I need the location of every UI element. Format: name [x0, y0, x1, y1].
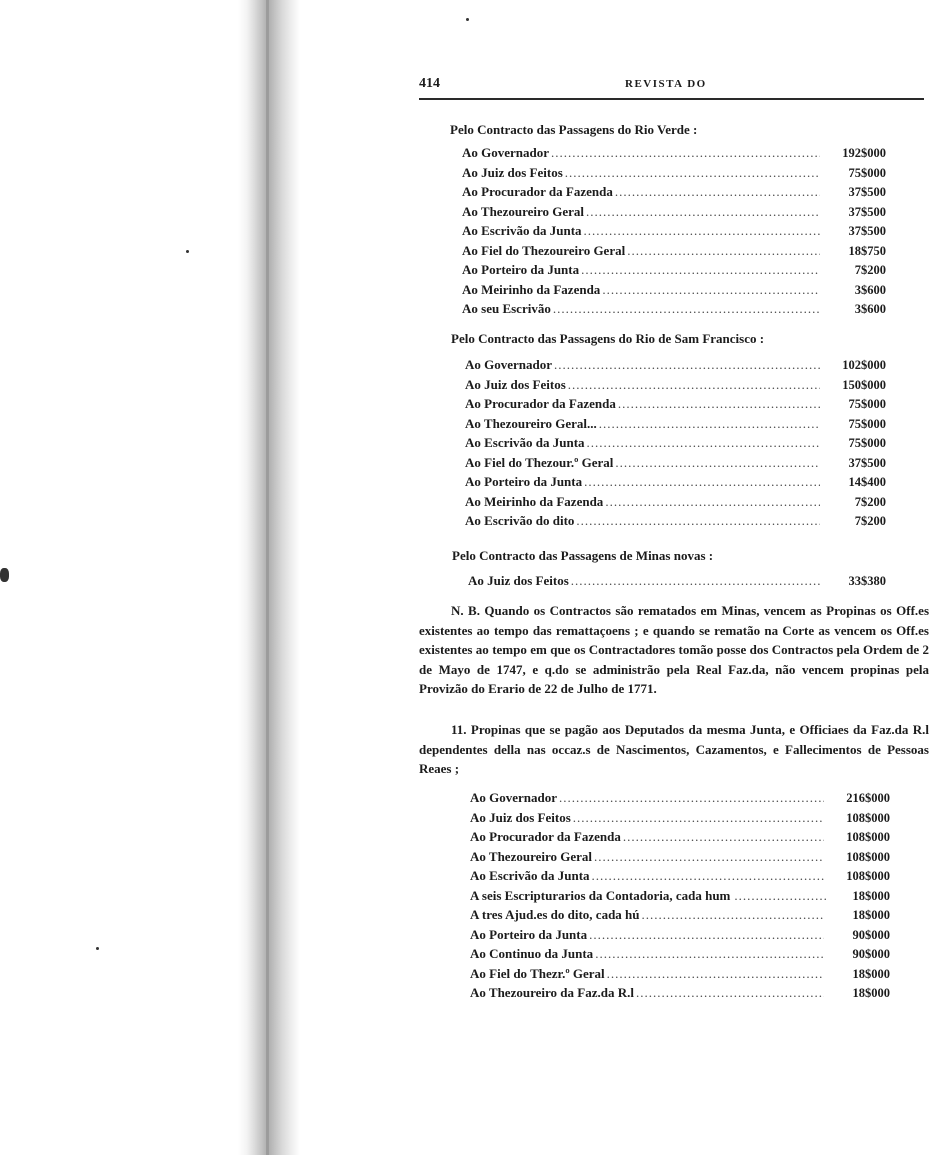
- item-label: Ao Porteiro da Junta: [470, 926, 588, 942]
- leader-dots: [636, 985, 824, 1001]
- item-amount: 192$000: [842, 146, 886, 160]
- item-label: Ao Meirinho da Fazenda: [462, 281, 601, 297]
- leader-dots: [565, 165, 820, 181]
- section-heading-sam-francisco: Pelo Contracto das Passagens do Rio de Sam Francisco :: [451, 331, 765, 346]
- leader-dots: [553, 301, 820, 317]
- list-item: [465, 494, 886, 514]
- item-amount: 3$600: [854, 282, 886, 297]
- leader-dots: [607, 966, 824, 982]
- item-label: Ao Governador: [465, 357, 553, 372]
- leader-dots: [551, 145, 820, 161]
- leader-dots: [734, 888, 826, 904]
- item-label: Ao Continuo da Junta: [470, 946, 594, 961]
- item-amount: 18$000: [852, 908, 890, 922]
- item-amount: 102$000: [842, 358, 886, 372]
- item-amount: 7$200: [854, 263, 886, 277]
- leader-dots: [615, 184, 820, 200]
- list-item: [470, 888, 890, 908]
- list-item: [462, 204, 886, 224]
- leader-dots: [586, 204, 820, 220]
- item-label: Ao Governador: [470, 790, 558, 805]
- item-label: Ao Escrivão da Junta: [470, 868, 590, 883]
- paper-speck: [0, 568, 9, 582]
- item-amount: 90$000: [852, 947, 890, 961]
- list-item: [462, 262, 886, 282]
- book-gutter-shadow: [238, 0, 300, 1155]
- item-label: A tres Ajud.es do dito, cada hú: [470, 907, 640, 922]
- list-propinas-reaes: [470, 790, 890, 1005]
- leader-dots: [589, 927, 824, 943]
- leader-dots: [554, 357, 820, 373]
- list-item: [470, 829, 890, 849]
- item-amount: 108$000: [846, 869, 890, 883]
- item-label: Ao Fiel do Thezour.º Geral: [465, 454, 614, 470]
- item-label: Ao Thezoureiro Geral...: [465, 415, 597, 431]
- leader-dots: [615, 455, 820, 471]
- item-label: Ao Thezoureiro da Faz.da R.l: [470, 985, 634, 1000]
- item-amount: 18$000: [852, 986, 890, 1000]
- leader-dots: [568, 377, 820, 393]
- leader-dots: [576, 513, 820, 529]
- list-item: [470, 966, 890, 986]
- item-label: Ao Governador: [462, 145, 550, 160]
- leader-dots: [594, 849, 824, 865]
- paper-speck: [466, 18, 469, 21]
- item-amount: 37$500: [848, 224, 886, 238]
- item-amount: 37$500: [848, 455, 886, 470]
- list-item: [470, 810, 890, 830]
- book-gutter-crease: [266, 0, 269, 1155]
- item-amount: 7$200: [854, 494, 886, 509]
- note-paragraph: [419, 601, 929, 699]
- item-amount: 90$000: [852, 927, 890, 942]
- leader-dots: [573, 810, 824, 826]
- item-amount: 18$750: [848, 243, 886, 258]
- leader-dots: [584, 474, 820, 490]
- item-amount: 108$000: [846, 830, 890, 844]
- item-label: Ao Juiz dos Feitos: [470, 809, 571, 825]
- item-amount: 3$600: [854, 302, 886, 316]
- item-label: A seis Escripturarios da Contadoria, cada hum: [470, 887, 731, 903]
- leader-dots: [623, 829, 824, 845]
- list-item: [465, 377, 886, 397]
- list-item: [470, 849, 890, 869]
- item-amount: 37$500: [848, 185, 886, 199]
- list-item: [465, 513, 886, 533]
- item-label: Ao seu Escrivão: [462, 301, 551, 316]
- list-item: [465, 474, 886, 494]
- list-item: [465, 435, 886, 455]
- list-item: [462, 145, 886, 165]
- list-item: [462, 184, 886, 204]
- paragraph-11: 11. Propinas que se pagão aos Deputados da mesma Junta, e Officiaes da Faz.da R.l dependentes della nas occaz.s de Nascimentos, Cazamentos, e Fallecimentos de Pessoas Reaes ;: [419, 722, 929, 776]
- item-amount: 75$000: [848, 397, 886, 411]
- item-label: Ao Fiel do Thezr.º Geral: [470, 965, 605, 981]
- list-item: [462, 165, 886, 185]
- list-item: [470, 927, 890, 947]
- item-amount: 18$000: [852, 966, 890, 981]
- item-amount: 18$000: [852, 888, 890, 903]
- list-item: [462, 223, 886, 243]
- leader-dots: [587, 435, 820, 451]
- item-amount: 108$000: [846, 810, 890, 825]
- item-label: Ao Thezoureiro Geral: [470, 848, 593, 864]
- item-label: Ao Porteiro da Junta: [462, 262, 580, 277]
- list-item: [465, 455, 886, 475]
- item-amount: 7$200: [854, 514, 886, 528]
- item-amount: 216$000: [846, 791, 890, 805]
- leader-dots: [571, 573, 820, 589]
- item-amount: 37$500: [848, 204, 886, 219]
- list-item: [468, 573, 886, 593]
- item-amount: 14$400: [848, 475, 886, 489]
- running-title: REVISTA DO: [625, 78, 707, 90]
- list-item: [470, 868, 890, 888]
- item-amount: 75$000: [848, 416, 886, 431]
- leader-dots: [581, 262, 820, 278]
- item-label: Ao Procurador da Fazenda: [465, 396, 616, 411]
- list-item: [462, 282, 886, 302]
- item-label: Ao Meirinho da Fazenda: [465, 493, 604, 509]
- leader-dots: [642, 907, 824, 923]
- leader-dots: [595, 946, 824, 962]
- item-amount: 33$380: [848, 574, 886, 588]
- list-item: [465, 396, 886, 416]
- list-rio-verde: [462, 145, 886, 321]
- leader-dots: [602, 282, 820, 298]
- note-text: Quando os Contractos são rematados em Minas, vencem as Propinas os Off.es existentes ao tempo das remattaçoens ; e quando se rematão na Corte as vencem os Off.es existentes ao tempo em que os Contractadores tomão posse dos Contractos pela Ordem de 2 de Mayo de 1747, e q.do se administrão pela Real Faz.da, não vencem propinas pela Provizão do Erario de 22 de Julho de 1771.: [419, 603, 930, 696]
- item-label: Ao Escrivão do dito: [465, 513, 575, 528]
- item-label: Ao Procurador da Fazenda: [470, 829, 621, 844]
- item-label: Ao Escrivão da Junta: [462, 223, 582, 238]
- paper-speck: [186, 250, 189, 253]
- list-item: [462, 243, 886, 263]
- list-item: [465, 357, 886, 377]
- leader-dots: [592, 868, 824, 884]
- leader-dots: [559, 790, 824, 806]
- item-label: Ao Escrivão da Junta: [465, 435, 585, 450]
- item-amount: 150$000: [842, 377, 886, 392]
- list-item: [470, 946, 890, 966]
- list-item: [470, 985, 890, 1005]
- leader-dots: [599, 416, 820, 432]
- paper-speck: [96, 947, 99, 950]
- leader-dots: [584, 223, 820, 239]
- list-item: [470, 790, 890, 810]
- list-minas-novas: [468, 573, 886, 593]
- item-label: Ao Porteiro da Junta: [465, 474, 583, 489]
- leader-dots: [618, 396, 820, 412]
- section-heading-rio-verde: Pelo Contracto das Passagens do Rio Verde :: [450, 122, 698, 137]
- leader-dots: [627, 243, 820, 259]
- list-item: [465, 416, 886, 436]
- list-item: [470, 907, 890, 927]
- note-nb-label: N. B.: [451, 603, 480, 618]
- page-number: 414: [419, 76, 440, 91]
- item-label: Ao Juiz dos Feitos: [468, 573, 569, 588]
- section-heading-minas-novas: Pelo Contracto das Passagens de Minas novas :: [452, 548, 714, 563]
- list-sam-francisco: [465, 357, 886, 533]
- item-label: Ao Procurador da Fazenda: [462, 184, 613, 199]
- item-amount: 75$000: [848, 165, 886, 180]
- item-amount: 108$000: [846, 849, 890, 864]
- page-header: [419, 76, 924, 100]
- item-label: Ao Fiel do Thezoureiro Geral: [462, 242, 626, 258]
- item-label: Ao Thezoureiro Geral: [462, 203, 585, 219]
- item-label: Ao Juiz dos Feitos: [462, 164, 563, 180]
- item-amount: 75$000: [848, 436, 886, 450]
- leader-dots: [605, 494, 820, 510]
- list-item: [462, 301, 886, 321]
- item-label: Ao Juiz dos Feitos: [465, 376, 566, 392]
